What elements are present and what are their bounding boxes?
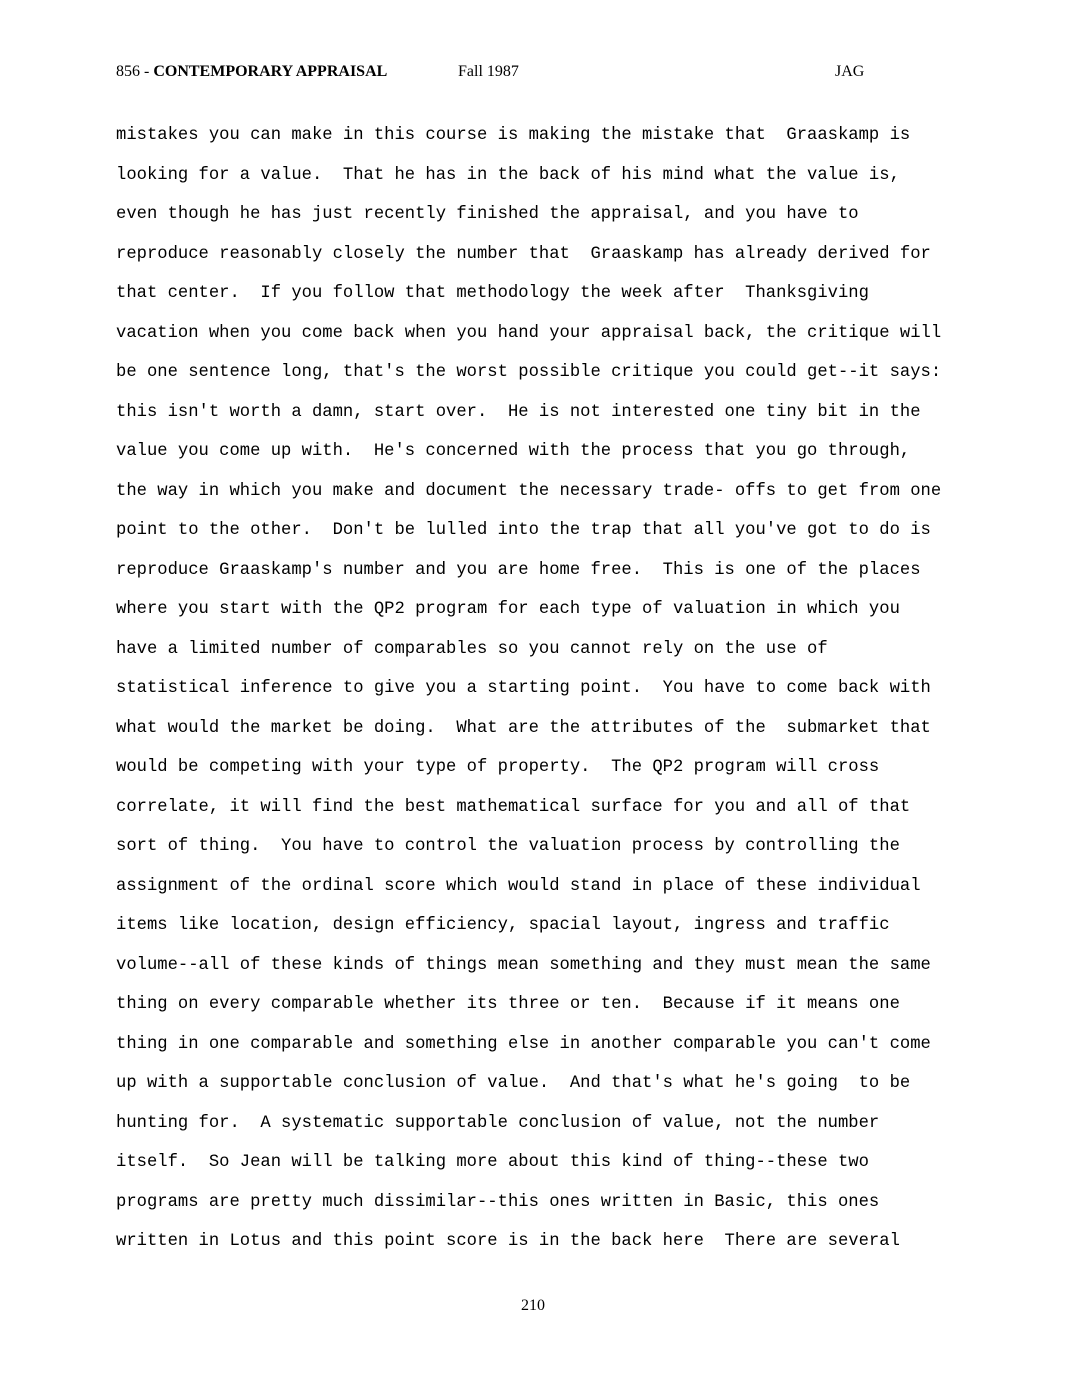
text-line: itself. So Jean will be talking more about this kind of thing--these two: [116, 1153, 869, 1172]
text-line: reproduce Graaskamp's number and you are home free. This is one of the places: [116, 560, 921, 580]
transcript-body: [116, 124, 956, 1270]
term-label: Fall 1987: [458, 63, 519, 80]
text-line: reproduce reasonably closely the number that Graaskamp has already derived for: [116, 244, 931, 264]
text-line: be one sentence long, that's the worst possible critique you could get--it says:: [116, 363, 942, 382]
text-line: this isn't worth a damn, start over. He is not interested one tiny bit in the: [116, 402, 921, 422]
course-title: CONTEMPORARY APPRAISAL: [153, 63, 388, 80]
text-line: written in Lotus and this point score is in the back here There are several: [116, 1232, 900, 1251]
text-line: the way in which you make and document the necessary trade- offs to get from one: [116, 481, 942, 501]
course-heading: [116, 63, 387, 81]
text-line: thing on every comparable whether its three or ten. Because if it means one: [116, 995, 900, 1014]
text-line: point to the other. Don't be lulled into the trap that all you've got to do is: [116, 521, 931, 540]
text-line: correlate, it will find the best mathematical surface for you and all of that: [116, 797, 911, 817]
text-line: have a limited number of comparables so you cannot rely on the use of: [116, 639, 828, 659]
text-line: assignment of the ordinal score which would stand in place of these individual: [116, 876, 921, 896]
text-line: looking for a value. That he has in the back of his mind what the value is,: [116, 165, 900, 185]
page-header: [116, 63, 950, 85]
text-line: where you start with the QP2 program for each type of valuation in which you: [116, 600, 900, 619]
text-line: volume--all of these kinds of things mean something and they must mean the same: [116, 955, 931, 975]
text-line: items like location, design efficiency, spacial layout, ingress and traffic: [116, 916, 890, 935]
text-line: vacation when you come back when you hand your appraisal back, the critique will: [116, 323, 942, 343]
text-line: value you come up with. He's concerned with the process that you go through,: [116, 442, 911, 461]
text-line: up with a supportable conclusion of value. And that's what he's going to be: [116, 1074, 911, 1093]
course-number: 856 -: [116, 63, 154, 80]
text-line: even though he has just recently finished the appraisal, and you have to: [116, 205, 859, 224]
text-line: programs are pretty much dissimilar--this ones written in Basic, this ones: [116, 1192, 880, 1212]
text-line: thing in one comparable and something else in another comparable you can't come: [116, 1034, 931, 1054]
author-initials: JAG: [835, 63, 865, 80]
text-line: would be competing with your type of property. The QP2 program will cross: [116, 758, 880, 777]
text-line: what would the market be doing. What are the attributes of the submarket that: [116, 718, 931, 738]
page-number: 210: [521, 1297, 545, 1314]
text-line: hunting for. A systematic supportable conclusion of value, not the number: [116, 1113, 880, 1133]
text-line: that center. If you follow that methodology the week after Thanksgiving: [116, 284, 869, 303]
text-line: mistakes you can make in this course is making the mistake that Graaskamp is: [116, 126, 911, 145]
text-line: statistical inference to give you a starting point. You have to come back with: [116, 679, 931, 698]
text-line: sort of thing. You have to control the valuation process by controlling the: [116, 837, 900, 856]
